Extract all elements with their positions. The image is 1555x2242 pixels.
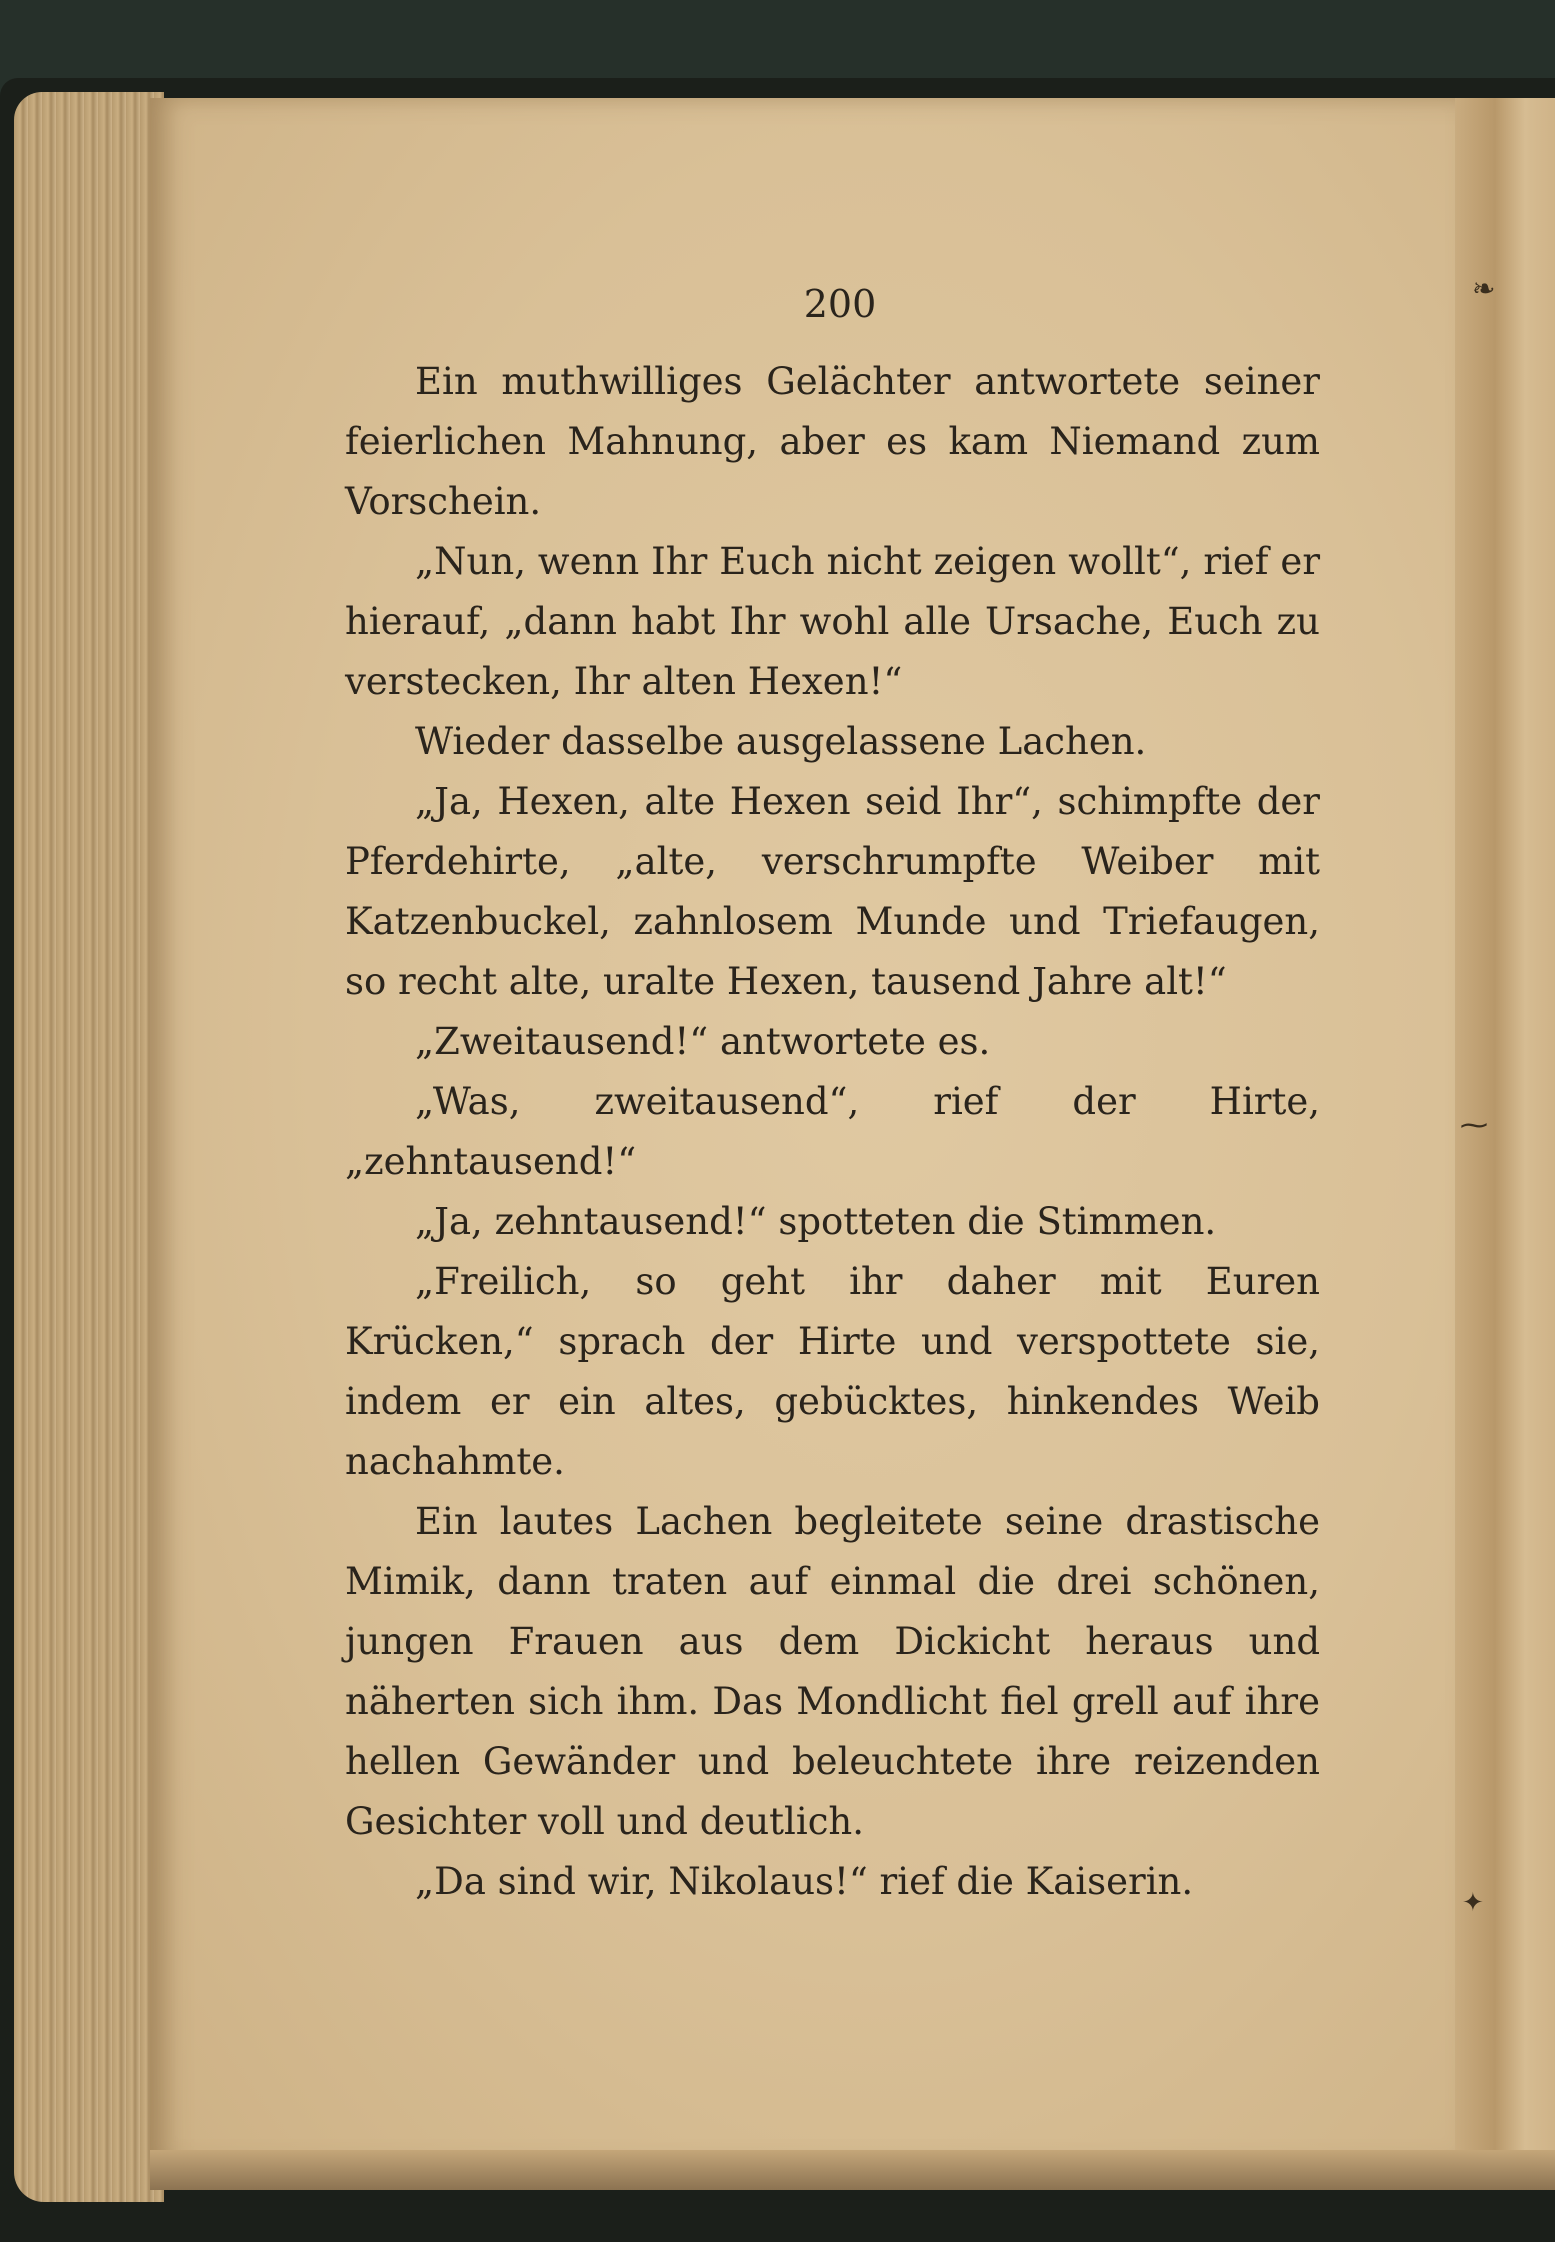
- paragraph: „Was, zweitausend“, rief der Hirte, „zehntausend!“: [345, 1080, 1320, 1183]
- paragraph: „Freilich, so geht ihr daher mit Euren Krücken,“ sprach der Hirte und verspottete sie, indem er ein altes, gebücktes, hinkendes Weib nachahmte.: [345, 1260, 1320, 1483]
- ink-mark: ⁓: [1460, 1108, 1488, 1141]
- paragraph: Ein lautes Lachen begleitete seine drastische Mimik, dann traten auf einmal die drei schönen, jungen Frauen aus dem Dickicht heraus und näherten sich ihm. Das Mondlicht fiel grell auf ihre hellen Gewänder und beleuchtete ihre reizenden Gesichter voll und deutlich.: [345, 1500, 1320, 1843]
- ink-mark: ✦: [1462, 1888, 1484, 1918]
- paragraph: „Ja, Hexen, alte Hexen seid Ihr“, schimpfte der Pferdehirte, „alte, verschrumpfte Weiber mit Katzenbuckel, zahnlosem Munde und Triefaugen, so recht alte, uralte Hexen, tausend Jahre alt!“: [345, 780, 1320, 1003]
- page-bottom-edge: [150, 2150, 1555, 2190]
- paragraph: „Nun, wenn Ihr Euch nicht zeigen wollt“, rief er hierauf, „dann habt Ihr wohl alle Ursache, Euch zu verstecken, Ihr alten Hexen!“: [345, 540, 1320, 703]
- ink-mark: ❧: [1472, 272, 1496, 305]
- paragraph: „Da sind wir, Nikolaus!“ rief die Kaiserin.: [415, 1860, 1194, 1903]
- paragraph: Ein muthwilliges Gelächter antwortete seiner feierlichen Mahnung, aber es kam Niemand zum Vorschein.: [345, 360, 1320, 523]
- paragraph: „Ja, zehntausend!“ spotteten die Stimmen.: [415, 1200, 1217, 1243]
- page-text: [345, 270, 1320, 1912]
- page-number: 200: [803, 282, 877, 326]
- paragraph: Wieder dasselbe ausgelassene Lachen.: [415, 720, 1147, 763]
- page-edges: [14, 92, 164, 2202]
- paragraph: „Zweitausend!“ antwortete es.: [415, 1020, 991, 1063]
